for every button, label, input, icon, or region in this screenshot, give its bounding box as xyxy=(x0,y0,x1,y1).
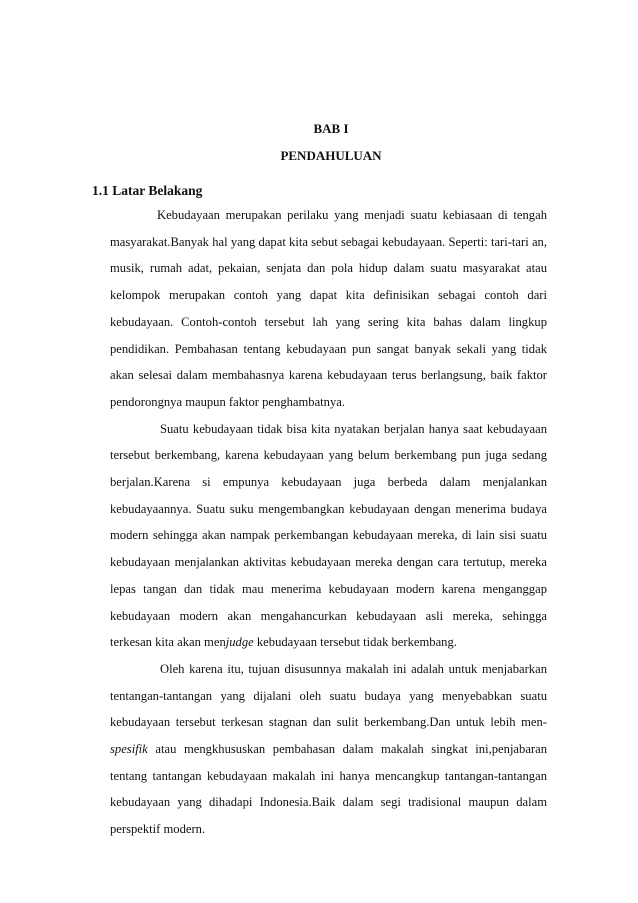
paragraph-3-italic-word: spesifik xyxy=(110,742,148,757)
paragraph-2-text-b: kebudayaan tersebut tidak berkembang. xyxy=(253,635,457,650)
chapter-title: PENDAHULUAN xyxy=(280,148,382,163)
paragraph-3 xyxy=(110,656,547,843)
section-heading: 1.1 Latar Belakang xyxy=(92,183,203,198)
paragraph-3-text-a: Oleh karena itu, tujuan disusunnya makalah ini adalah untuk menjabarkan tentangan-tantangan yang dijalani oleh suatu budaya yang menyebabkan suatu kebudayaan tersebut terkesan stagnan dan sulit berkembang.Dan untuk lebih men- xyxy=(110,661,547,730)
body-text xyxy=(110,202,547,843)
paragraph-2 xyxy=(110,416,547,656)
paragraph-1: Kebudayaan merupakan perilaku yang menjadi suatu kebiasaan di tengah masyarakat.Banyak hal yang dapat kita sebut sebagai kebudayaan. Seperti: tari-tari an, musik, rumah adat, pekaian, senjata dan pola hidup dalam suatu masyarakat atau kelompok merupakan contoh yang dapat kita definisikan sebagai contoh dari kebudayaan. Contoh-contoh tersebut lah yang sering kita bahas dalam lingkup pendidikan. Pembahasan tentang kebudayaan pun sangat banyak sekali yang tidak akan selesai dalam membahasnya karena kebudayaan terus berlangsung, baik faktor pendorongnya maupun faktor penghambatnya. xyxy=(110,208,547,409)
paragraph-2-text-a: Suatu kebudayaan tidak bisa kita nyatakan berjalan hanya saat kebudayaan tersebut berkembang, karena kebudayaan yang belum berkembang pun juga sedang berjalan.Karena si empunya kebudayaan juga berbeda dalam menjalankan kebudayaannya. Suatu suku mengembangkan kebudayaan dengan menerima budaya modern sehingga akan nampak perkembangan kebudayaan mereka, di lain sisi suatu kebudayaan menjalankan aktivitas kebudayaan mereka dengan cara tertutup, mereka lepas tangan dan tidak mau menerima kebudayaan modern karena menganggap kebudayaan modern akan mengahancurkan kebudayaan asli mereka, sehingga terkesan kita akan men xyxy=(110,421,547,650)
chapter-number: BAB I xyxy=(313,121,349,136)
paragraph-3-text-b: atau mengkhususkan pembahasan dalam makalah singkat ini,penjabaran tentang tantangan kebudayaan makalah ini hanya mencangkup tantangan-tantangan kebudayaan yang dihadapi Indonesia.Baik dalam segi tradisional maupun dalam perspektif modern. xyxy=(110,742,547,837)
paragraph-2-italic-word: judge xyxy=(225,635,254,650)
